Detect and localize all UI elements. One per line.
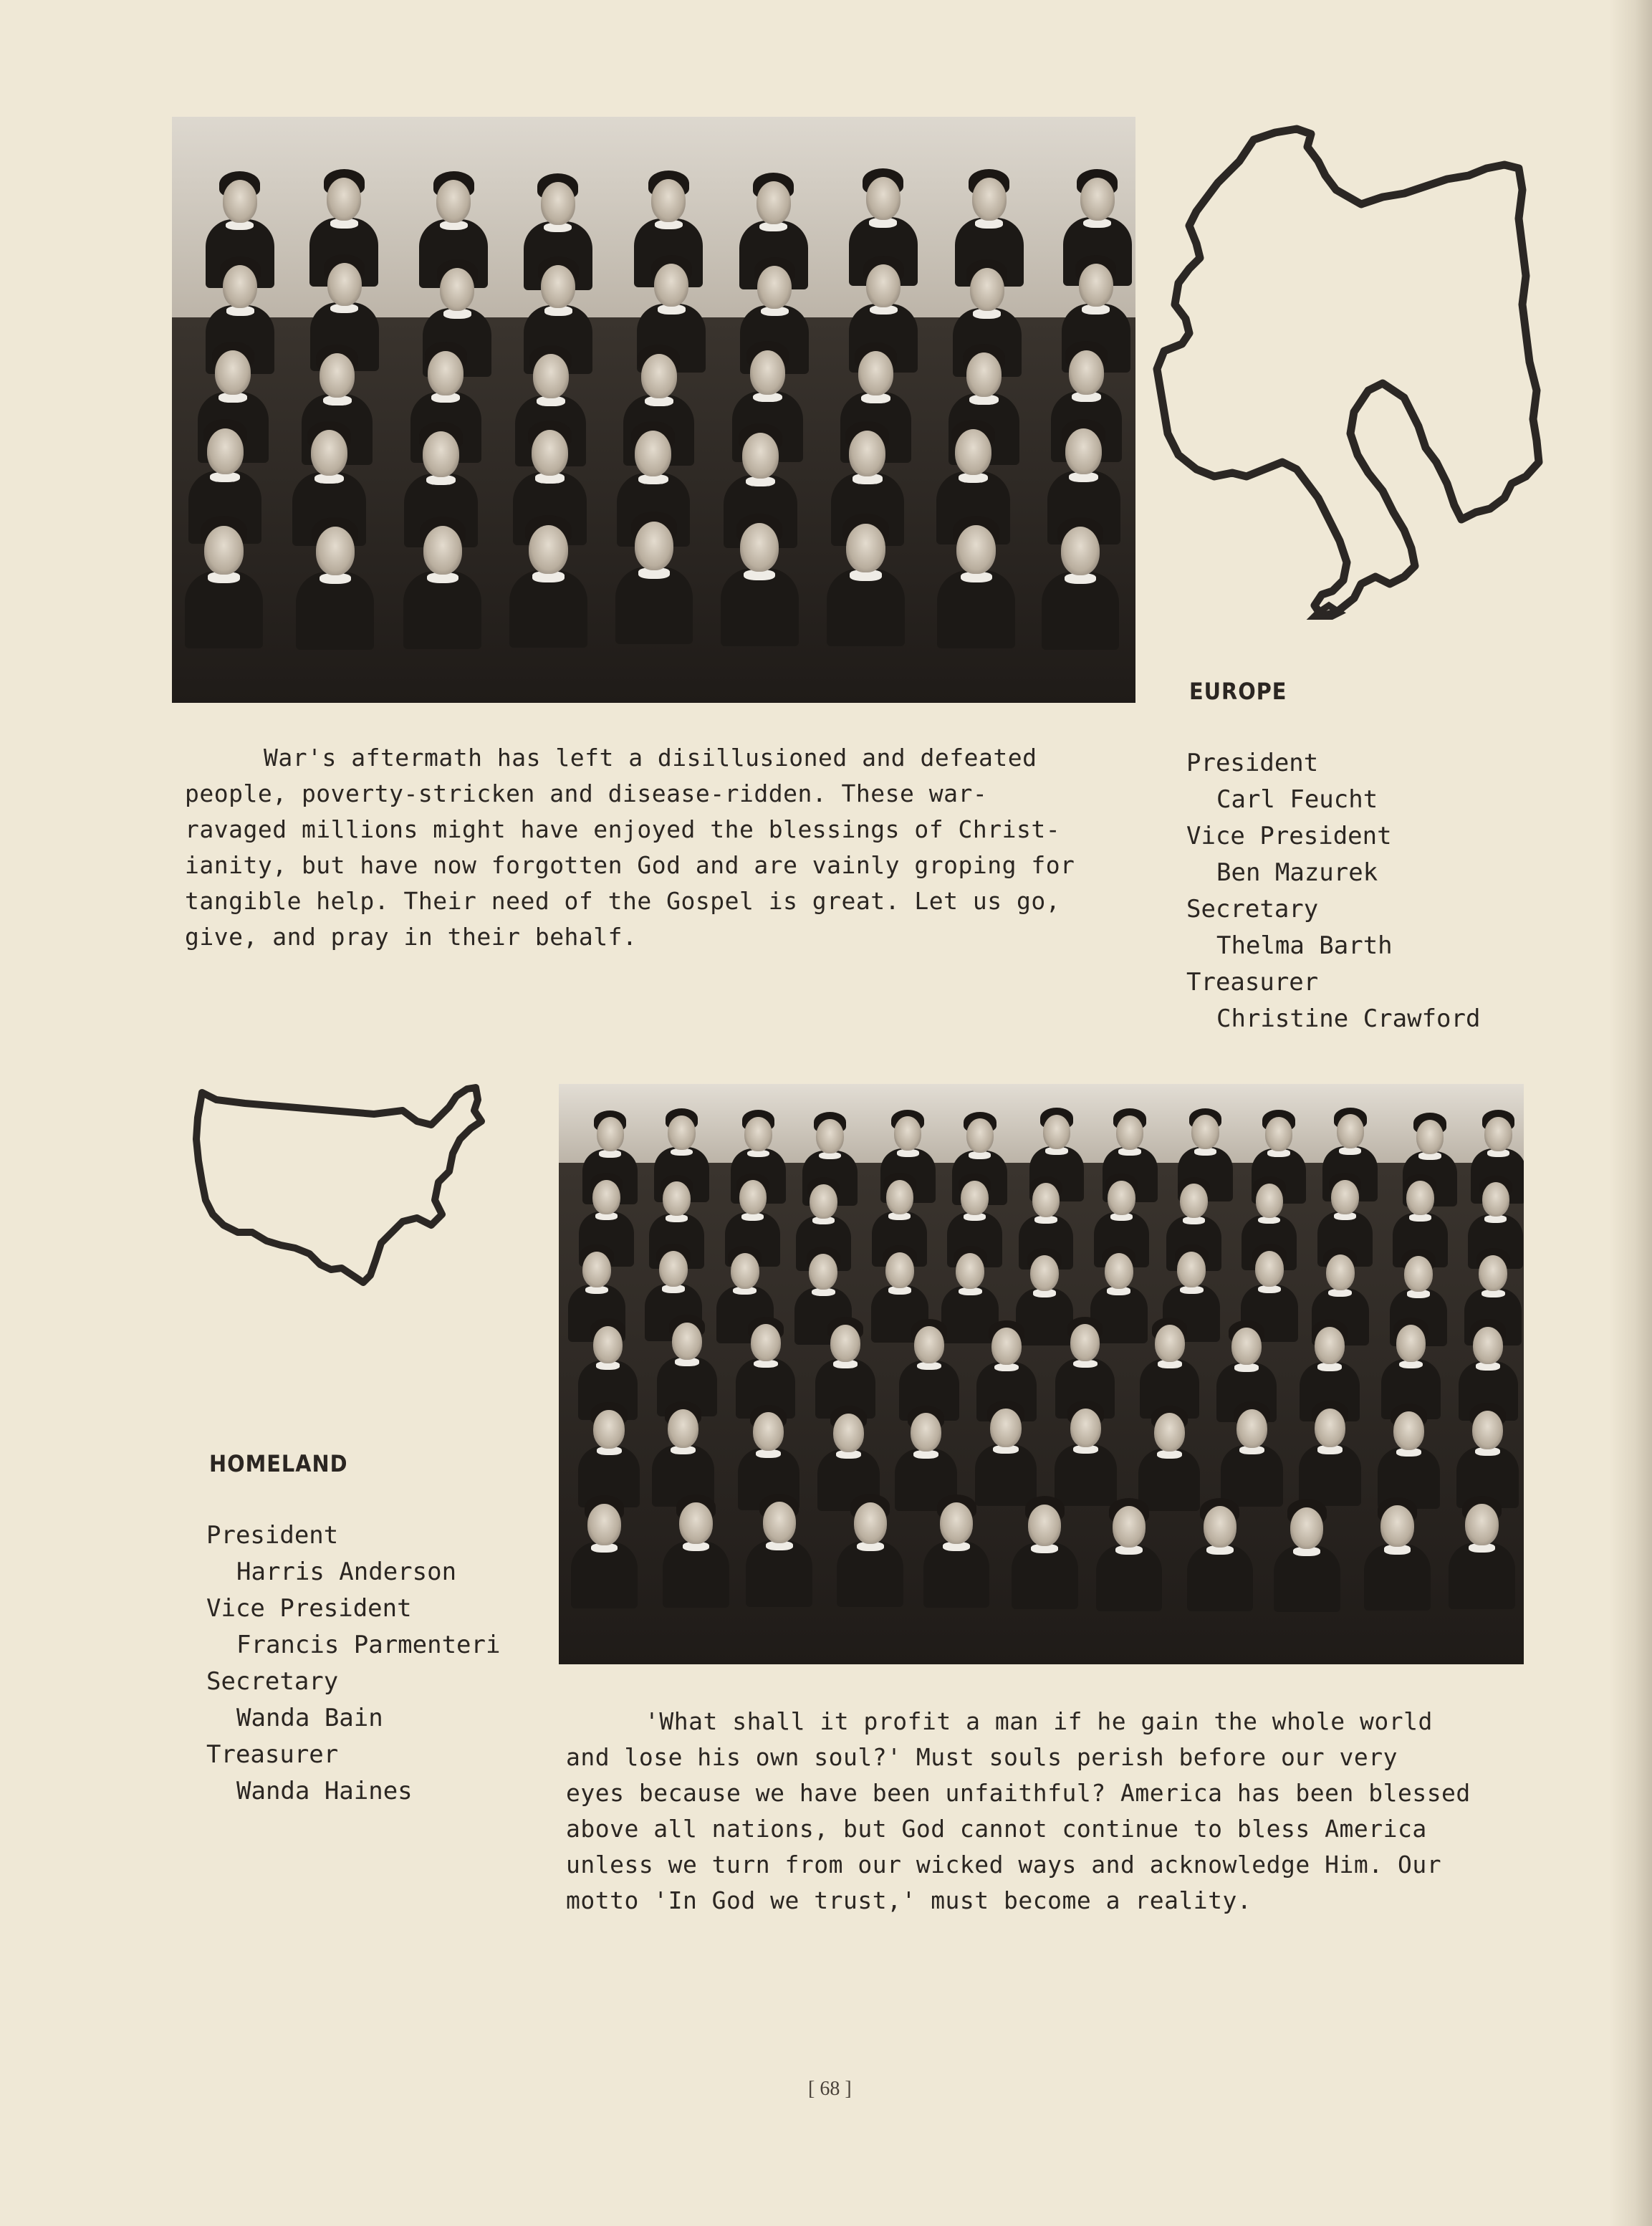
homeland-officer-name: Wanda Bain — [236, 1704, 383, 1732]
europe-officer-name: Christine Crawford — [1216, 1004, 1481, 1033]
europe-officers-list — [1186, 745, 1480, 1037]
europe-map-outline — [1146, 118, 1547, 620]
homeland-paragraph-line: motto 'In God we trust,' must become a reality. — [566, 1886, 1252, 1914]
europe-officer-role: President — [1186, 749, 1319, 777]
homeland-officer-name: Wanda Haines — [236, 1777, 413, 1805]
page-edge-shadow — [1609, 0, 1652, 2226]
homeland-officers-list — [206, 1517, 500, 1810]
homeland-officer-role: President — [206, 1521, 339, 1550]
europe-officer-name: Thelma Barth — [1216, 931, 1393, 960]
europe-heading: EUROPE — [1189, 678, 1287, 705]
homeland-officer-role: Vice President — [206, 1594, 412, 1623]
homeland-group-photo — [559, 1084, 1524, 1664]
europe-officer-role: Vice President — [1186, 822, 1392, 850]
europe-officer-name: Carl Feucht — [1216, 785, 1378, 814]
europe-paragraph-line: people, poverty-stricken and disease-ridden. These war- — [185, 779, 988, 807]
homeland-paragraph-line: eyes because we have been unfaithful? America has been blessed — [566, 1779, 1471, 1807]
homeland-paragraph-line: and lose his own soul?' Must souls perish before our very — [566, 1743, 1398, 1771]
homeland-paragraph-line: above all nations, but God cannot continue to bless America — [566, 1815, 1427, 1843]
europe-paragraph-line: ravaged millions might have enjoyed the blessings of Christ- — [185, 815, 1061, 843]
europe-paragraph-line: tangible help. Their need of the Gospel is great. Let us go, — [185, 887, 1061, 915]
homeland-paragraph-line: unless we turn from our wicked ways and acknowledge Him. Our — [566, 1851, 1442, 1879]
homeland-officer-role: Secretary — [206, 1667, 339, 1696]
page-number: [ 68 ] — [808, 2078, 852, 2100]
homeland-heading: HOMELAND — [209, 1450, 348, 1477]
europe-paragraph-line: ianity, but have now forgotten God and are vainly groping for — [185, 851, 1075, 879]
homeland-paragraph-line: 'What shall it profit a man if he gain the whole world — [645, 1707, 1433, 1735]
europe-officer-name: Ben Mazurek — [1216, 858, 1378, 887]
usa-map-outline — [188, 1082, 539, 1325]
homeland-officer-role: Treasurer — [206, 1740, 339, 1769]
homeland-paragraph — [566, 1704, 1512, 1919]
europe-group-photo — [172, 117, 1135, 703]
europe-officer-role: Treasurer — [1186, 968, 1319, 997]
europe-paragraph-line: War's aftermath has left a disillusioned and defeated — [264, 744, 1037, 772]
homeland-officer-name: Harris Anderson — [236, 1558, 457, 1586]
europe-officer-role: Secretary — [1186, 895, 1319, 923]
europe-paragraph — [185, 740, 1130, 955]
homeland-officer-name: Francis Parmenteri — [236, 1631, 501, 1659]
europe-paragraph-line: give, and pray in their behalf. — [185, 923, 638, 951]
